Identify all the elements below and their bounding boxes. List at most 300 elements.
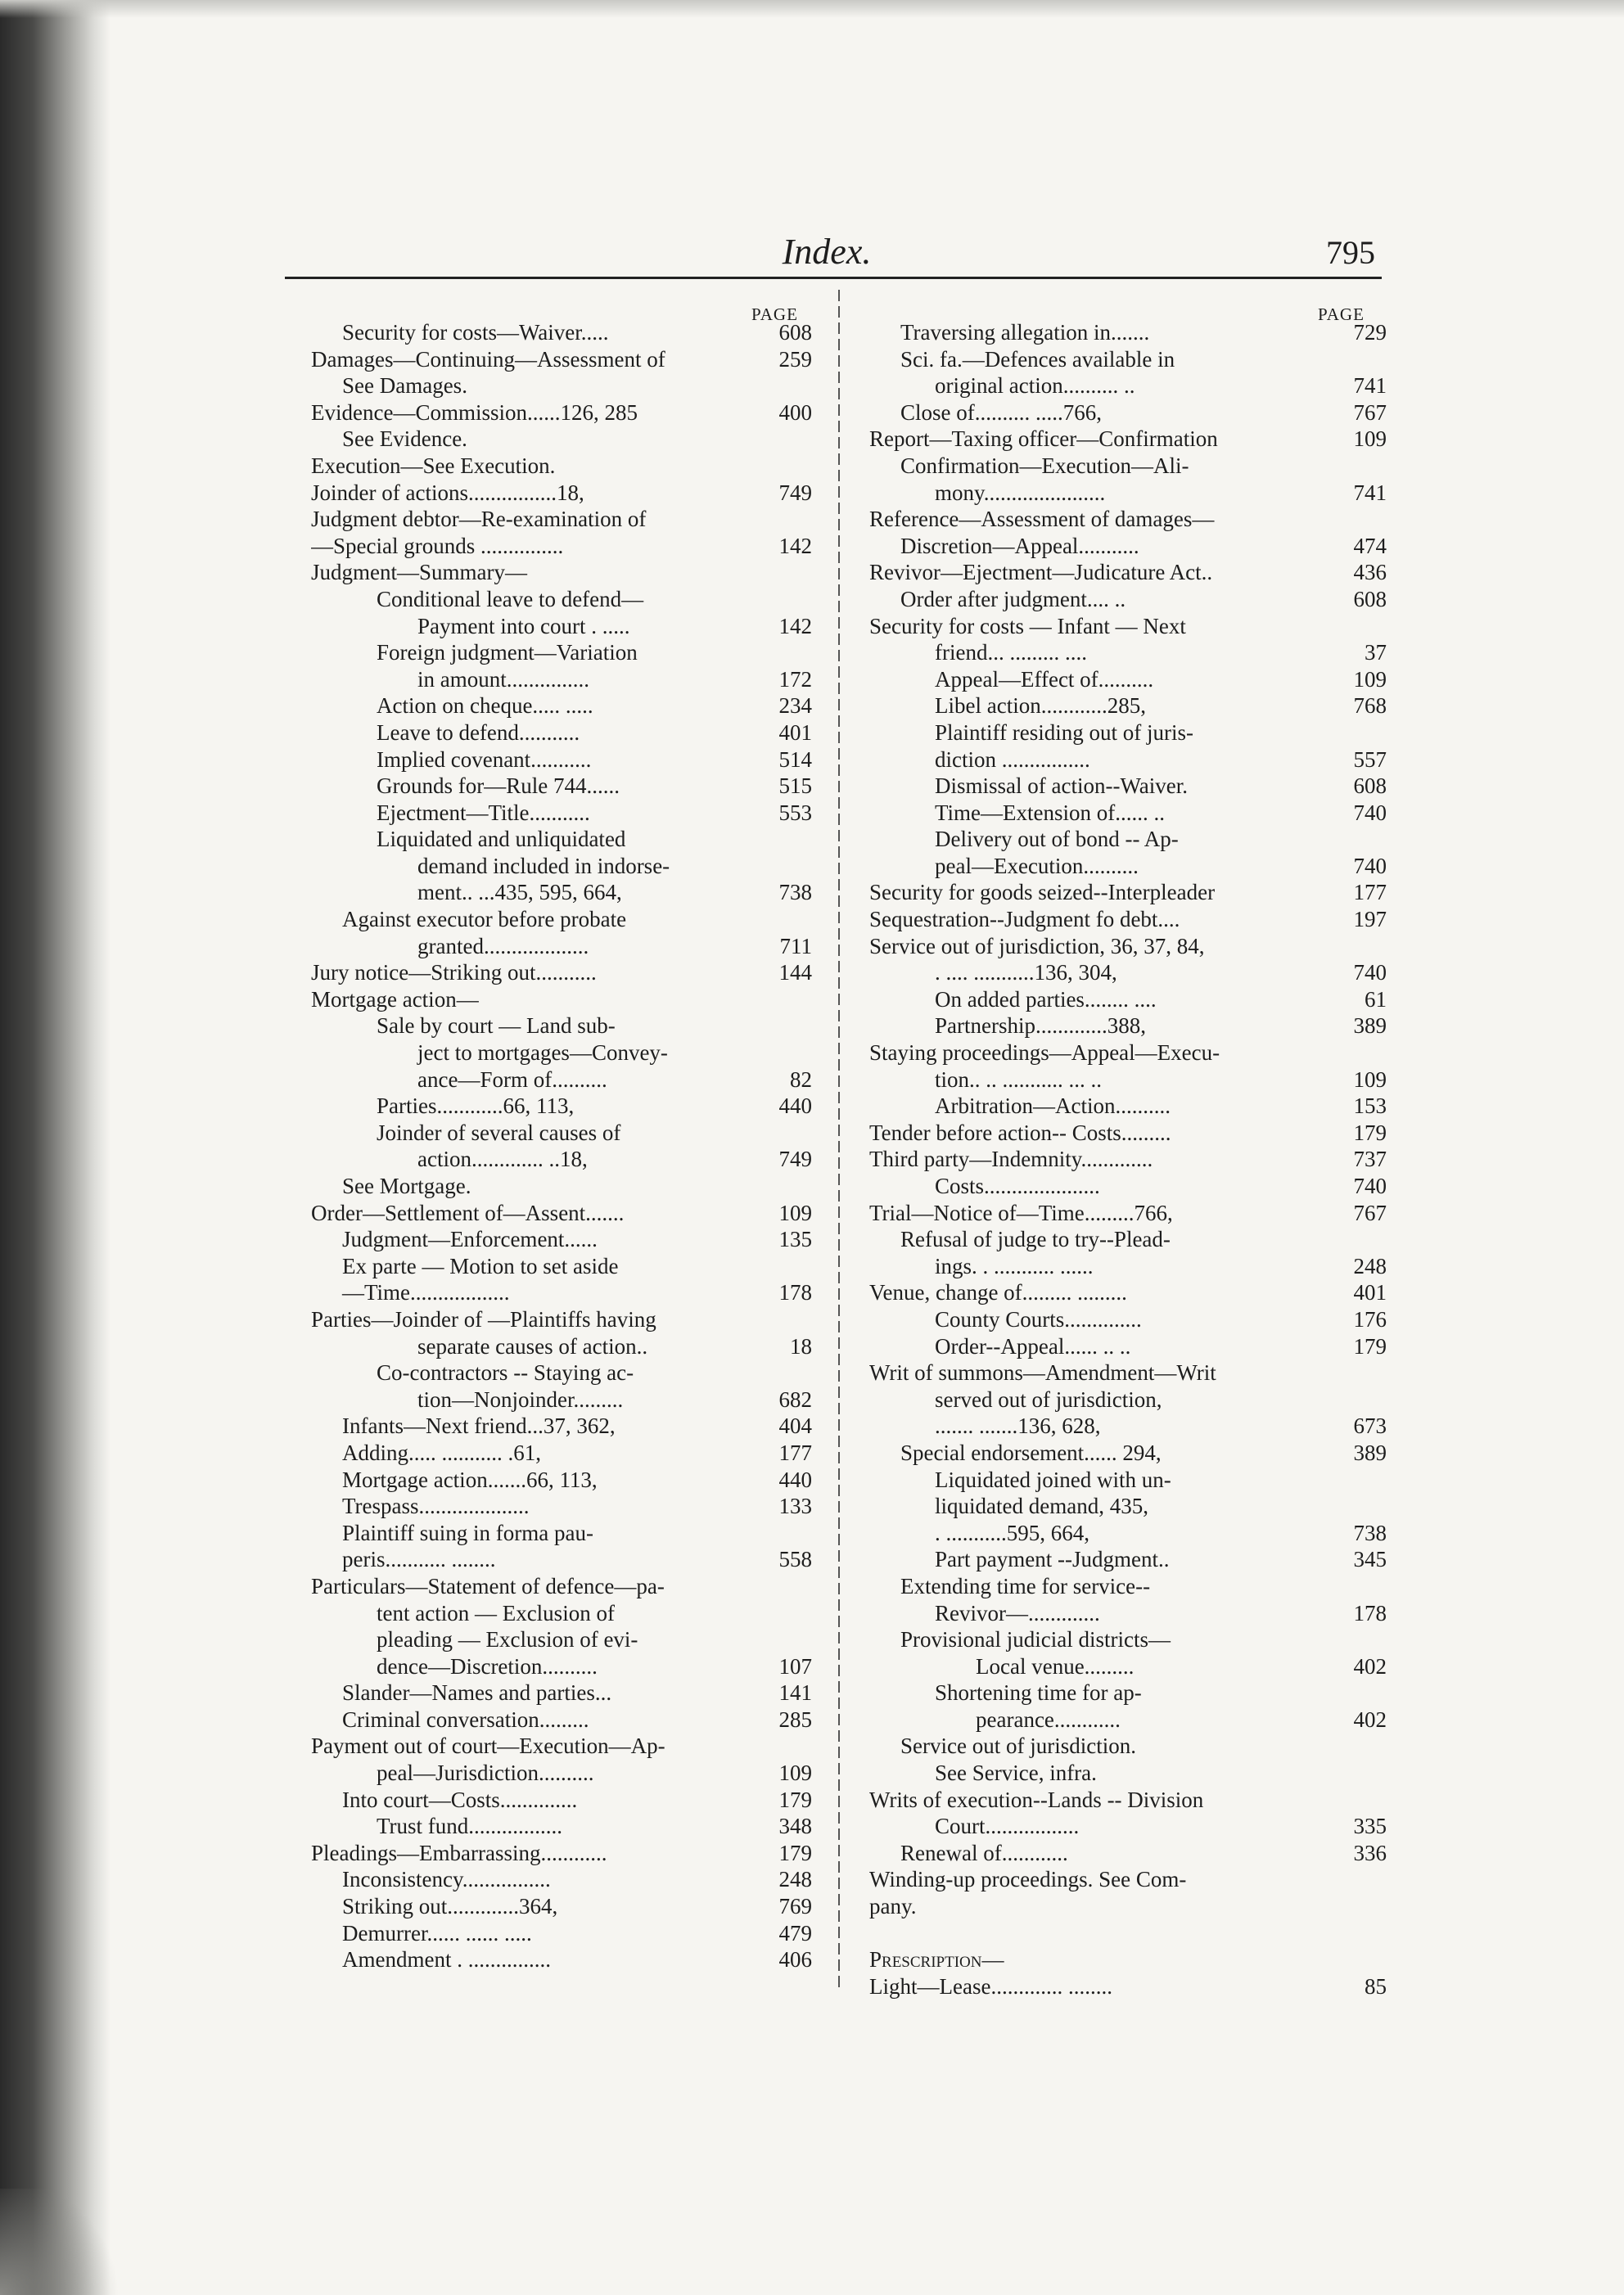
index-entry-text: original action.......... .. [935,373,1135,399]
index-entry [311,1093,812,1120]
index-entry-text: . .... ...........136, 304, [935,960,1117,985]
index-entry [869,639,1387,666]
index-entry-text: ject to mortgages—Convey- [417,1040,668,1066]
index-entry-text: Third party—Indemnity............. [869,1147,1153,1172]
index-entry [869,1973,1387,2000]
index-entry [869,1093,1387,1120]
index-entry-page: 436 [1353,560,1387,585]
index-entry-page: 479 [778,1920,812,1946]
index-entry [869,1146,1387,1173]
page-number: 795 [1326,234,1375,271]
index-entry-page: 553 [778,800,812,825]
index-entry-page: 37 [1365,640,1387,665]
index-entry-page: 682 [778,1386,812,1412]
page-top-edge [0,0,1624,18]
index-entry-text: Judgment—Enforcement...... [342,1227,598,1252]
index-entry-text: Joinder of several causes of [377,1120,621,1145]
index-entry-text: granted................... [417,933,589,958]
index-entry [869,773,1387,800]
index-entry [869,746,1387,773]
index-entry-text: Traversing allegation in....... [900,320,1150,345]
index-entry-page: 18 [790,1333,812,1359]
index-entry-text: Special endorsement...... 294, [900,1440,1162,1465]
index-entry [869,1707,1387,1734]
index-entry-text: Part payment --Judgment.. [935,1547,1170,1572]
index-entry [311,746,812,773]
index-entry-text: Parties—Joinder of —Plaintiffs having [311,1306,656,1332]
index-entry-page: 741 [1353,480,1387,505]
index-entry-page: 402 [1353,1707,1387,1732]
index-entry [869,1226,1387,1253]
index-entry-page: 348 [778,1814,812,1839]
index-entry [311,719,812,746]
index-entry [311,1279,812,1306]
index-entry-page: 197 [1353,907,1387,932]
index-entry [311,480,812,507]
index-entry-page: 176 [1353,1306,1387,1332]
index-entry-page: 179 [1353,1120,1387,1145]
index-entry-text: ....... .......136, 628, [935,1414,1101,1439]
index-entry [311,1787,812,1814]
index-column-right [869,319,1387,2000]
index-entry-text: Grounds for—Rule 744...... [377,773,620,799]
index-entry-text: dence—Discretion.......... [377,1653,598,1679]
index-entry-text: Striking out.............364, [342,1894,558,1919]
index-entry-page: 406 [778,1947,812,1973]
index-entry-text: Payment into court . ..... [417,613,630,638]
index-entry-text: On added parties........ .... [935,986,1157,1012]
index-entry-text: Revivor—............. [935,1600,1100,1625]
index-entry-text: Arbitration—Action.......... [935,1093,1171,1119]
index-entry [311,613,812,640]
index-entry-text: Staying proceedings—Appeal—Execu- [869,1040,1220,1066]
index-entry-page: 440 [778,1093,812,1119]
index-entry-text: Order--Appeal...... .. .. [935,1333,1131,1359]
index-entry-text: Discretion—Appeal........... [900,533,1139,558]
index-entry [869,1787,1387,1814]
index-entry-page: 401 [1353,1280,1387,1305]
index-entry [311,319,812,346]
index-entry [311,1573,812,1600]
index-entry-text: mony...................... [935,480,1106,505]
index-entry [869,1359,1387,1386]
index-entry-text: Sequestration--Judgment fo debt.... [869,907,1180,932]
index-entry [311,1306,812,1333]
index-entry-text: Refusal of judge to try--Plead- [900,1227,1171,1252]
index-entry-text: action............. ..18, [417,1147,588,1172]
index-entry-text: Parties............66, 113, [377,1093,575,1119]
index-entry-page: 178 [1353,1600,1387,1625]
index-entry-text: Local venue......... [976,1653,1135,1679]
index-entry [311,666,812,693]
index-entry-text: Order—Settlement of—Assent....... [311,1200,625,1225]
index-entry-text: Ejectment—Title........... [377,800,590,825]
index-entry [869,453,1387,480]
index-entry-page: 769 [778,1894,812,1919]
index-entry [311,426,812,453]
index-entry [311,1253,812,1280]
index-entry [869,559,1387,586]
index-entry-text: Writs of execution--Lands -- Division [869,1787,1204,1812]
index-entry-text: Writ of summons—Amendment—Writ [869,1360,1216,1386]
index-entry-text: Costs..................... [935,1174,1100,1198]
index-entry [869,879,1387,906]
index-entry [311,959,812,986]
index-entry [311,1840,812,1867]
index-entry-page: 109 [778,1761,812,1786]
index-entry-page: 400 [778,399,812,425]
index-entry-text: separate causes of action.. [417,1333,648,1359]
index-entry [311,506,812,533]
index-entry [869,1946,1387,1973]
index-entry-text: Court................. [935,1814,1080,1839]
index-entry-text: peal—Execution.......... [935,853,1139,878]
index-entry-page: 514 [778,746,812,772]
index-entry [869,853,1387,880]
index-entry [869,666,1387,693]
index-entry [311,1467,812,1494]
index-entry [869,346,1387,373]
index-entry [311,879,812,906]
index-entry-text: liquidated demand, 435, [935,1494,1148,1519]
index-entry-text: Payment out of court—Execution—Ap- [311,1734,665,1759]
index-entry-text: Winding-up proceedings. See Com- [869,1867,1187,1892]
column-divider [838,290,840,1992]
index-entry-text: Partnership.............388, [935,1013,1146,1039]
index-entry-page: 285 [778,1707,812,1732]
index-entry-page: 738 [1353,1520,1387,1545]
index-entry-page: 178 [778,1280,812,1305]
index-entry [311,1012,812,1039]
index-entry-text: tion.. .. ........... ... .. [935,1066,1103,1092]
index-entry-text: peris........... ........ [342,1547,496,1572]
left-page-column-label: PAGE [751,304,798,324]
index-entry-text: Damages—Continuing—Assessment of [311,346,665,372]
index-entry [869,1893,1387,1920]
index-entry-text: ance—Form of.......... [417,1066,607,1092]
index-entry-page: 177 [1353,880,1387,905]
index-entry-text: County Courts.............. [935,1306,1142,1332]
index-entry-page: 135 [778,1227,812,1252]
index-entry-page: 133 [778,1494,812,1519]
index-entry-text: ings. . ........... ...... [935,1253,1094,1278]
index-entry [869,1626,1387,1653]
index-entry-page: 144 [778,960,812,985]
index-entry [869,399,1387,426]
index-entry-page: 179 [778,1787,812,1812]
index-entry-page: 177 [778,1440,812,1465]
page-corner-shadow [0,2189,131,2295]
index-entry [311,1039,812,1066]
index-entry-page: 248 [1353,1253,1387,1278]
index-entry-page: 142 [778,533,812,558]
index-entry [869,1440,1387,1467]
index-entry-text: Implied covenant........... [377,746,592,772]
index-entry-text: Appeal—Effect of.......... [935,666,1154,692]
index-entry-text: Sale by court — Land sub- [377,1013,616,1039]
index-entry-text: Reference—Assessment of damages— [869,507,1215,532]
index-entry-text: Action on cheque..... ..... [377,693,593,719]
index-entry-page: 85 [1365,1973,1387,1999]
index-entry-text: in amount............... [417,666,589,692]
index-entry-page: 404 [778,1414,812,1439]
index-entry [311,1520,812,1547]
index-entry-text: Judgment—Summary— [311,560,527,585]
index-entry-text: pleading — Exclusion of evi- [377,1627,638,1652]
index-entry [311,1600,812,1627]
index-entry-text: Confirmation—Execution—Ali- [900,453,1189,478]
index-entry-text: served out of jurisdiction, [935,1386,1162,1412]
index-entry-page: 389 [1353,1440,1387,1465]
index-entry-text: . ...........595, 664, [935,1520,1089,1545]
index-entry [311,1493,812,1520]
index-entry [869,586,1387,613]
index-entry-text: Plaintiff residing out of juris- [935,719,1193,745]
index-entry-text: Provisional judicial districts— [900,1627,1171,1652]
index-entry-text: Renewal of............ [900,1840,1068,1865]
index-entry-text: Extending time for service-- [900,1573,1151,1598]
index-entry [311,800,812,827]
index-entry-page: 749 [778,1147,812,1172]
index-entry-page: 558 [778,1547,812,1572]
index-entry-text: Report—Taxing officer—Confirmation [869,426,1218,452]
index-entry-text: Joinder of actions................18, [311,480,584,505]
index-entry-text: Amendment . ............... [342,1947,551,1973]
index-entry-text: Mortgage action.......66, 113, [342,1467,598,1492]
index-entry-text: diction ................ [935,746,1090,772]
index-entry [869,1600,1387,1627]
index-entry-text: Adding..... ........... .61, [342,1440,541,1465]
index-entry [311,1066,812,1093]
index-entry-page: 741 [1353,373,1387,399]
index-entry-text: See Evidence. [342,426,467,452]
index-entry [869,1546,1387,1573]
index-entry-page: 738 [778,880,812,905]
index-entry-text: —Time.................. [342,1280,510,1305]
index-entry-text: Revivor—Ejectment—Judicature Act.. [869,560,1213,585]
index-entry [869,1813,1387,1840]
index-entry-text: Mortgage action— [311,986,479,1012]
index-entry-page: 608 [778,320,812,345]
index-entry-text: Criminal conversation......... [342,1707,589,1732]
index-entry-page: 141 [778,1680,812,1706]
index-entry [311,906,812,933]
index-entry [869,1253,1387,1280]
index-entry [869,319,1387,346]
index-entry [311,1946,812,1973]
index-entry [311,853,812,880]
index-entry-text: friend... ......... .... [935,640,1087,665]
index-entry-page: 345 [1353,1547,1387,1572]
index-entry [869,959,1387,986]
index-entry-page: 153 [1353,1093,1387,1119]
index-entry-page: 768 [1353,693,1387,719]
index-entry [311,1386,812,1414]
index-entry [311,639,812,666]
index-entry-text: Co-contractors -- Staying ac- [377,1360,634,1386]
index-entry-text: tent action — Exclusion of [377,1600,615,1625]
index-entry-text: Particulars—Statement of defence—pa- [311,1573,665,1598]
index-entry-text: Judgment debtor—Re-examination of [311,507,647,532]
index-entry-page: 749 [778,480,812,505]
index-entry-page: 673 [1353,1414,1387,1439]
index-entry-text: Service out of jurisdiction, 36, 37, 84, [869,933,1205,958]
index-entry [311,933,812,960]
index-entry [311,692,812,719]
index-entry [311,1333,812,1360]
index-entry-page: 172 [778,666,812,692]
index-entry [869,1493,1387,1520]
index-entry [869,1573,1387,1600]
index-entry-page: 767 [1353,1200,1387,1225]
index-entry [311,1359,812,1386]
index-entry-page: 729 [1353,320,1387,345]
index-entry-text: Slander—Names and parties... [342,1680,612,1706]
index-entry [311,1920,812,1947]
index-entry [869,719,1387,746]
index-entry-page: 515 [778,773,812,799]
index-entry [869,1173,1387,1200]
index-entry [869,372,1387,399]
index-entry-text: tion—Nonjoinder......... [417,1386,624,1412]
index-entry-page: 608 [1353,773,1387,799]
index-entry [311,773,812,800]
index-entry-text: Evidence—Commission......126, 285 [311,399,638,425]
index-entry [311,1226,812,1253]
index-entry [869,1760,1387,1787]
index-entry-page: 109 [1353,666,1387,692]
index-entry-page: 179 [778,1840,812,1865]
index-entry [311,1173,812,1200]
index-entry-page: 82 [790,1066,812,1092]
index-entry-text: Time—Extension of...... .. [935,800,1166,825]
index-entry-text: Jury notice—Striking out........... [311,960,597,985]
index-entry-page: 402 [1353,1653,1387,1679]
index-entry-text: Conditional leave to defend— [377,586,644,611]
index-entry [869,1866,1387,1893]
index-entry [869,1120,1387,1147]
index-entry-text: Inconsistency................ [342,1867,551,1892]
index-entry [311,1413,812,1440]
index-entry-text: Execution—See Execution. [311,453,556,478]
index-entry [869,1333,1387,1360]
index-entry [869,1039,1387,1066]
index-entry-page: 107 [778,1653,812,1679]
index-entry [311,1733,812,1760]
index-entry [869,1306,1387,1333]
index-entry [869,933,1387,960]
index-entry-text: Dismissal of action--Waiver. [935,773,1188,799]
index-entry-text: Liquidated and unliquidated [377,827,626,852]
index-entry-text: Into court—Costs.............. [342,1787,578,1812]
index-entry-page: 109 [1353,1066,1387,1092]
index-entry-page: 389 [1353,1013,1387,1039]
index-entry [869,1467,1387,1494]
index-entry [311,1626,812,1653]
index-entry-page: 142 [778,613,812,638]
index-entry-text: pearance............ [976,1707,1121,1732]
index-entry-page: 179 [1353,1333,1387,1359]
index-entry-text: Delivery out of bond -- Ap- [935,827,1179,852]
index-entry [311,1893,812,1920]
index-entry-text: peal—Jurisdiction.......... [377,1761,594,1786]
index-entry [869,906,1387,933]
index-entry-text: Security for goods seized--Interpleader [869,880,1216,905]
index-entry-text: Prescription— [869,1947,1004,1973]
index-entry-page: 737 [1353,1147,1387,1172]
index-entry-text: Venue, change of......... ......... [869,1280,1127,1305]
index-entry [869,1200,1387,1227]
book-binding-shadow [0,0,111,2295]
index-entry-text: See Service, infra. [935,1761,1097,1786]
index-entry-text: pany. [869,1894,917,1919]
index-entry-text: —Special grounds ............... [311,533,564,558]
index-entry [311,1680,812,1707]
index-entry-text: Security for costs — Infant — Next [869,613,1186,638]
index-entry-text: Security for costs—Waiver..... [342,320,609,345]
index-entry-text: Against executor before probate [342,907,627,932]
index-entry [311,1813,812,1840]
index-entry [869,1653,1387,1680]
index-entry-page: 335 [1353,1814,1387,1839]
index-entry [311,586,812,613]
index-entry [311,346,812,373]
index-entry-page: 61 [1365,986,1387,1012]
index-entry-page: 109 [1353,426,1387,452]
index-entry [869,1680,1387,1707]
page-title: Index. [782,232,872,272]
index-entry-page: 336 [1353,1840,1387,1865]
index-entry-text: See Damages. [342,373,467,399]
index-entry-text: demand included in indorse- [417,853,670,878]
index-entry [869,1066,1387,1093]
index-entry [311,826,812,853]
index-entry [869,1279,1387,1306]
index-entry-text: Trust fund................. [377,1814,563,1839]
index-entry-page: 440 [778,1467,812,1492]
index-entry [869,826,1387,853]
index-entry-page: 248 [778,1867,812,1892]
index-entry-text: Light—Lease............. ........ [869,1973,1112,1999]
index-entry-page: 474 [1353,533,1387,558]
index-entry-page: 711 [779,933,812,958]
index-entry [311,1200,812,1227]
index-entry [869,1386,1387,1414]
index-entry [869,533,1387,560]
index-entry-page: 401 [778,719,812,745]
index-entry-text: Leave to defend........... [377,719,580,745]
index-entry [311,1146,812,1173]
index-entry [311,1866,812,1893]
index-entry [311,1440,812,1467]
index-entry-page: 740 [1353,800,1387,825]
index-entry-page: 608 [1353,586,1387,611]
index-entry [869,1012,1387,1039]
index-entry [869,506,1387,533]
index-entry [869,1413,1387,1440]
index-entry [311,372,812,399]
index-entry [869,613,1387,640]
index-entry [869,1520,1387,1547]
index-entry-text: Ex parte — Motion to set aside [342,1253,619,1278]
index-entry-page: 740 [1353,960,1387,985]
index-entry [311,533,812,560]
index-entry-text: Trespass.................... [342,1494,530,1519]
index-entry [869,480,1387,507]
index-entry-text: Sci. fa.—Defences available in [900,346,1175,372]
index-entry-text: Trial—Notice of—Time.........766, [869,1200,1173,1225]
index-entry [311,1120,812,1147]
